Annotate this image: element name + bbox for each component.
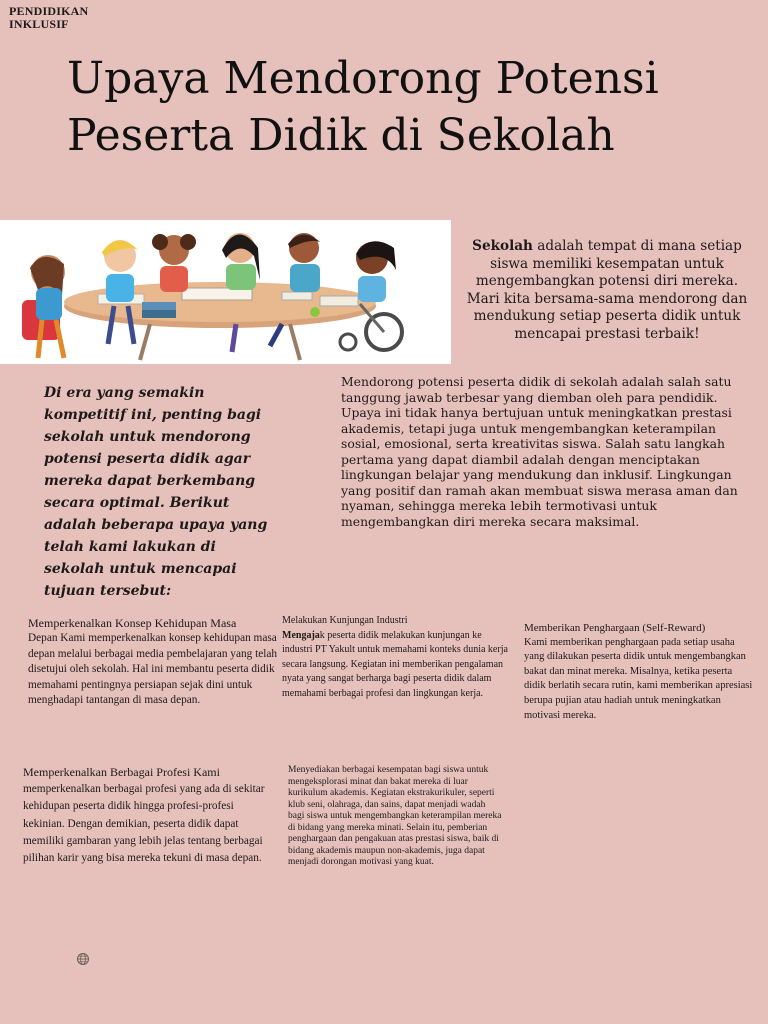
intro-bold-word: Sekolah	[472, 238, 533, 254]
section-kesempatan	[288, 765, 503, 869]
section-heading: Menyediakan berbagai kesempatan	[288, 765, 422, 775]
section-body: memperkenalkan berbagai profesi yang ada di sekitar kehidupan peserta didik hingga profesi-profesi kekinian. Dengan demikian, peserta didik dapat memiliki gambaran yang lebih jelas tentang berbagai pilihan karir yang bisa mereka tekuni di masa depan.	[23, 783, 265, 865]
globe-icon[interactable]	[76, 951, 90, 965]
category-tag	[9, 5, 119, 31]
section-heading: Memperkenalkan Konsep Kehidupan Masa	[28, 616, 237, 630]
intro-text	[462, 238, 752, 344]
section-heading: Memperkenalkan Berbagai Profesi Kami	[23, 765, 220, 779]
category-tag-line-1: PENDIDIKAN	[9, 4, 89, 18]
section-konsep-kehidupan	[28, 616, 278, 708]
section-heading: Memberikan Penghargaan (Self-Reward)	[524, 622, 706, 634]
students-illustration	[0, 220, 451, 364]
section-body: Depan Kami memperkenalkan konsep kehidupan masa depan melalui berbagai media pembelajaran yang telah disetujui oleh sekolah. Hal ini membantu peserta didik memahami pentingnya persiapan sejak dini untuk menghadapi tantangan di masa depan.	[28, 632, 278, 707]
section-body: Kami memberikan penghargaan pada setiap usaha yang dilakukan peserta didik untuk mengembangkan bakat dan minat mereka. Misalnya, ketika peserta didik berlatih secara rutin, kami memberikan apresiasi berupa pujian atau hadiah untuk meningkatkan motivasi mereka.	[524, 636, 753, 721]
section-heading: Melakukan Kunjungan Industri	[282, 615, 408, 626]
lead-paragraph: Di era yang semakin kompetitif ini, penting bagi sekolah untuk mendorong potensi peserta didik agar mereka dapat berkembang secara optimal. Berikut adalah beberapa upaya yang telah kami lakukan di sekolah untuk mencapai tujuan tersebut:	[44, 385, 268, 599]
students-at-round-table-illustration	[0, 220, 451, 364]
section-kunjungan-industri	[282, 614, 508, 702]
intro-body: adalah tempat di mana setiap siswa memiliki kesempatan untuk mengembangkan potensi diri mereka. Mari kita bersama-sama mendorong dan mendukung setiap peserta didik untuk mencapai prestasi terbaik!	[466, 238, 748, 342]
section-body: bagi siswa untuk mengeksplorasi minat dan bakat mereka di luar kurikulum akademis. Kegiatan ekstrakurikuler, seperti klub seni, olahraga, dan sains, dapat menjadi wadah bagi siswa untuk mengembangkan keterampilan mereka di bidang yang mereka minati. Selain itu, pemberian penghargaan dan pengakuan atas prestasi siswa, baik di bidang akademis maupun non-akademis, juga dapat menjadi dorongan motivasi yang kuat.	[288, 765, 502, 867]
section-berbagai-profesi	[23, 764, 275, 867]
section-body-wrap	[282, 629, 508, 702]
section-penghargaan	[524, 621, 756, 723]
page-title: Upaya Mendorong Potensi Peserta Didik di Sekolah	[67, 53, 659, 161]
section-lead-bold: Mengaja	[282, 629, 320, 641]
category-tag-line-2: INKLUSIF	[9, 17, 69, 31]
main-paragraph: Mendorong potensi peserta didik di sekolah adalah salah satu tanggung jawab terbesar yang diemban oleh para pendidik. Upaya ini tidak hanya bertujuan untuk meningkatkan prestasi akademis, tetapi juga untuk mengembangkan keterampilan sosial, emosional, serta kreativitas siswa. Salah satu langkah pertama yang dapat diambil adalah dengan menciptakan lingkungan belajar yang mendukung dan inklusif. Lingkungan yang positif dan ramah akan membuat siswa merasa aman dan nyaman, sehingga mereka lebih termotivasi untuk mengembangkan diri mereka secara maksimal.	[341, 374, 738, 529]
section-body: k peserta didik melakukan kunjungan ke industri PT Yakult untuk memahami konteks dunia kerja secara langsung. Kegiatan ini memberikan pengalaman nyata yang sangat berharga bagi peserta didik dalam memahami berbagai profesi dan lingkungan kerja.	[282, 629, 508, 699]
